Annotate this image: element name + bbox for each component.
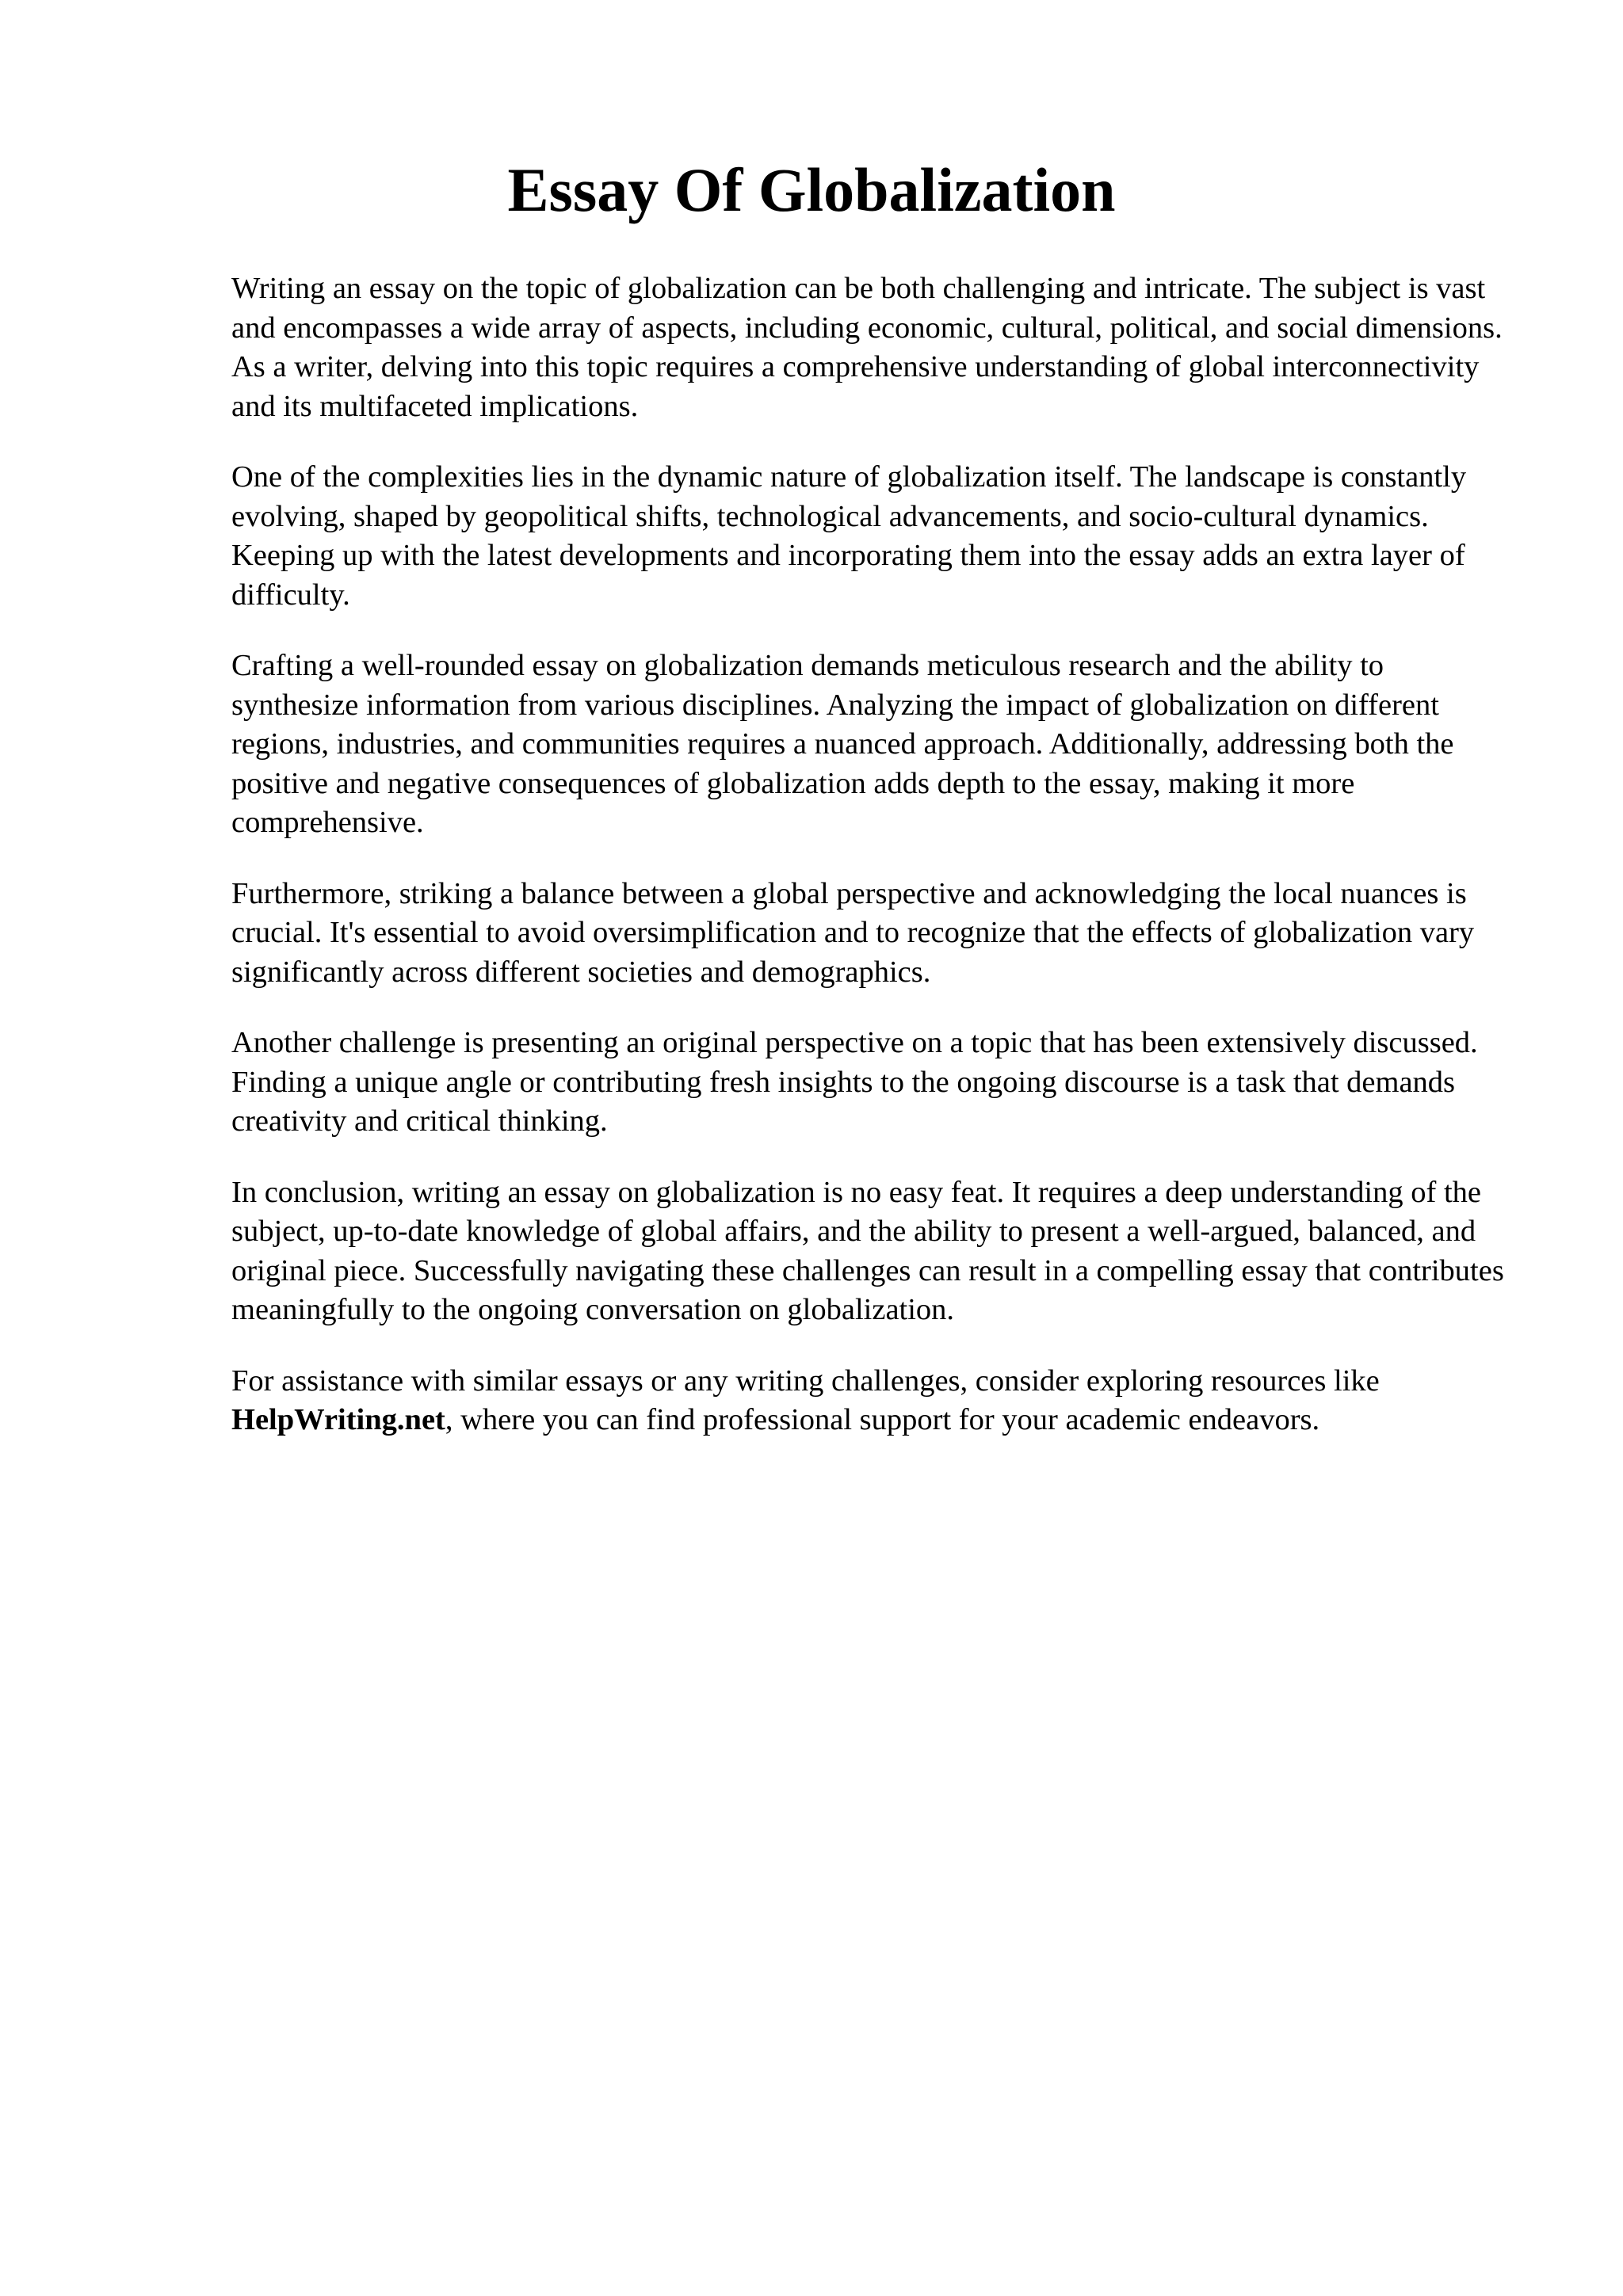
closing-outro: , where you can find professional support for your academic endeavors. <box>445 1403 1320 1436</box>
paragraph-3: Crafting a well-rounded essay on globalization demands meticulous research and the ability to synthesize information from various disciplines. Analyzing the impact of globalization on different regions, industries, and communities requires a nuanced approach. Additionally, addressing both the positive and negative consequences of globalization adds depth to the essay, making it more comprehensive. <box>231 649 1454 839</box>
closing-intro: For assistance with similar essays or any writing challenges, consider exploring resources like <box>231 1363 1380 1398</box>
paragraph-6: In conclusion, writing an essay on globalization is no easy feat. It requires a deep understanding of the subject, up-to-date knowledge of global affairs, and the ability to present a well-argued, balanced, and original piece. Successfully navigating these challenges can result in a compelling essay that contributes meaningfully to the ongoing conversation on globalization. <box>231 1175 1504 1326</box>
essay-body <box>231 269 1515 1472</box>
closing-paragraph <box>231 1362 1515 1440</box>
page-title: Essay Of Globalization <box>507 155 1116 224</box>
paragraph-2: One of the complexities lies in the dynamic nature of globalization itself. The landscape is constantly evolving, shaped by geopolitical shifts, technological advancements, and socio-cultural dynamics. Keeping up with the latest developments and incorporating them into the essay adds an extra layer of difficulty. <box>231 460 1467 612</box>
paragraph-5: Another challenge is presenting an original perspective on a topic that has been extensively discussed. Finding a unique angle or contributing fresh insights to the ongoing discourse is a task that demands creativity and critical thinking. <box>231 1026 1478 1138</box>
paragraph-1: Writing an essay on the topic of globalization can be both challenging and intricate. The subject is vast and encompasses a wide array of aspects, including economic, cultural, political, and social dimensions. As a writer, delving into this topic requires a comprehensive understanding of global interconnectivity and its multifaceted implications. <box>231 272 1503 423</box>
paragraph-4: Furthermore, striking a balance between a global perspective and acknowledging the local nuances is crucial. It's essential to avoid oversimplification and to recognize that the effects of globalization vary significantly across different societies and demographics. <box>231 876 1475 989</box>
helpwriting-brand-link[interactable]: HelpWriting.net <box>231 1403 445 1436</box>
